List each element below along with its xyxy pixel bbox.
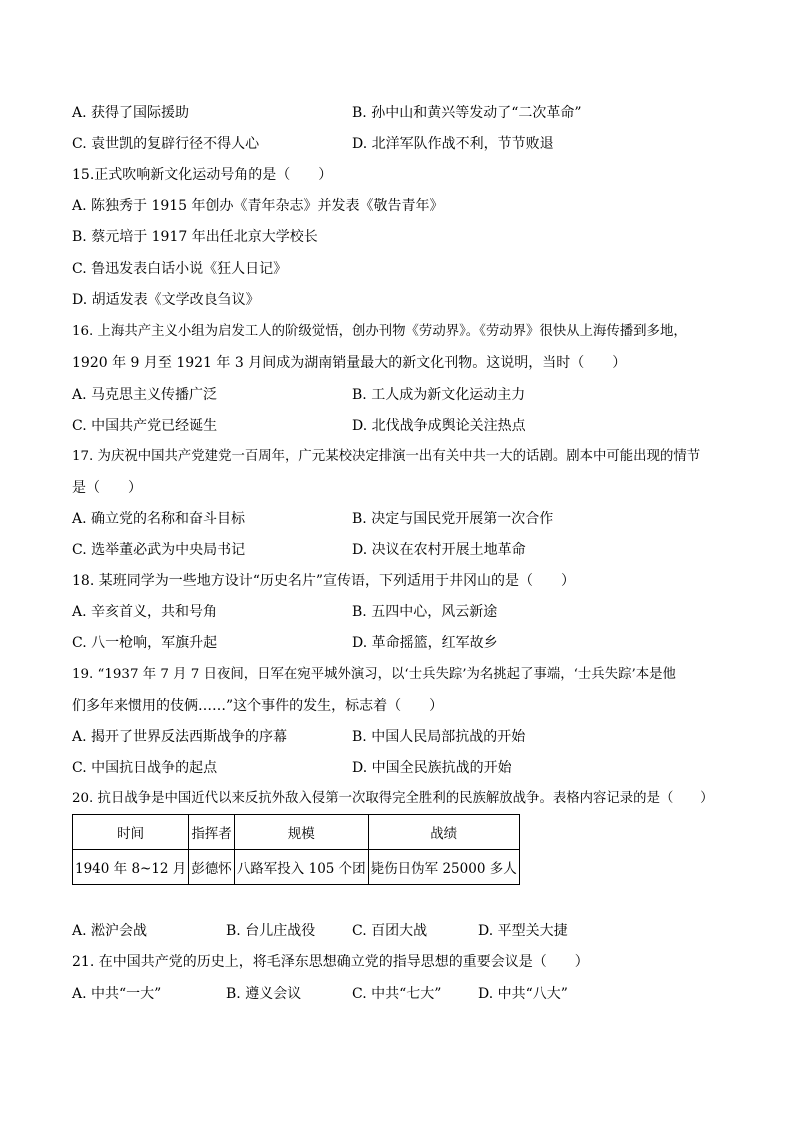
q18-option-b: B. 五四中心，风云新途 (352, 604, 498, 620)
q16-option-c: C. 中国共产党已经诞生 (72, 418, 218, 434)
table-cell: 彭德怀 (189, 850, 235, 885)
table-header-cell: 指挥者 (189, 815, 235, 850)
q18-option-a: A. 辛亥首义，共和号角 (72, 604, 218, 620)
q18-option-d: D. 革命摇篮，红军故乡 (352, 635, 498, 651)
table-cell: 1940 年 8~12 月 (73, 850, 189, 885)
q15-option-a: A. 陈独秀于 1915 年创办《青年杂志》并发表《敬告青年》 (72, 198, 444, 214)
q19-option-a: A. 揭开了世界反法西斯战争的序幕 (72, 729, 288, 745)
q20-option-c: C. 百团大战 (352, 923, 428, 939)
q15-option-d: D. 胡适发表《文学改良刍议》 (72, 292, 260, 308)
q14-option-d: D. 北洋军队作战不利，节节败退 (352, 136, 554, 152)
q17-option-c: C. 选举董必武为中央局书记 (72, 542, 246, 558)
q19-stem-line2: 们多年来惯用的伎俩……”这个事件的发生，标志着（ ） (72, 698, 444, 714)
q21-option-d: D. 中共“八大” (478, 986, 568, 1002)
q18-stem: 18. 某班同学为一些地方设计“历史名片”宣传语，下列适用于井冈山的是（ ） (72, 573, 576, 589)
q18-option-c: C. 八一枪响，军旗升起 (72, 635, 218, 651)
q14-option-c: C. 袁世凯的复辟行径不得人心 (72, 136, 260, 152)
q20-stem: 20. 抗日战争是中国近代以来反抗外敌入侵第一次取得完全胜利的民族解放战争。表格内容记录的是（ ） (72, 791, 714, 806)
q21-option-a: A. 中共“一大” (72, 986, 162, 1002)
table-cell: 毙伤日伪军 25000 多人 (368, 850, 519, 885)
q17-option-b: B. 决定与国民党开展第一次合作 (352, 511, 554, 527)
q16-option-a: A. 马克思主义传播广泛 (72, 387, 218, 403)
q20-option-b: B. 台儿庄战役 (226, 923, 316, 939)
q17-option-a: A. 确立党的名称和奋斗目标 (72, 511, 246, 527)
q16-stem-line2: 1920 年 9 月至 1921 年 3 月间成为湖南销量最大的新文化刊物。这说明，当时（ ） (72, 355, 627, 371)
q19-stem-line1: 19. “1937 年 7 月 7 日夜间，日军在宛平城外演习，以‘士兵失踪’为名挑起了事端，‘士兵失踪’本是他 (72, 667, 676, 682)
q14-option-a: A. 获得了国际援助 (72, 105, 190, 121)
table-cell: 八路军投入 105 个团 (234, 850, 368, 885)
table-header-cell: 战绩 (368, 815, 519, 850)
q17-option-d: D. 决议在农村开展土地革命 (352, 542, 526, 558)
q19-option-c: C. 中国抗日战争的起点 (72, 760, 218, 776)
q21-stem: 21. 在中国共产党的历史上，将毛泽东思想确立党的指导思想的重要会议是（ ） (72, 954, 589, 970)
q16-option-d: D. 北伐战争成舆论关注热点 (352, 418, 526, 434)
q16-stem-line1: 16. 上海共产主义小组为启发工人的阶级觉悟，创办刊物《劳动界》。《劳动界》很快从上海传播到多地， (72, 324, 687, 339)
q17-stem-line2: 是（ ） (72, 480, 142, 496)
q21-option-c: C. 中共“七大” (352, 986, 442, 1002)
q19-option-b: B. 中国人民局部抗战的开始 (352, 729, 526, 745)
q19-option-d: D. 中国全民族抗战的开始 (352, 760, 512, 776)
table-header-cell: 时间 (73, 815, 189, 850)
q15-option-b: B. 蔡元培于 1917 年出任北京大学校长 (72, 229, 318, 245)
q21-option-b: B. 遵义会议 (226, 986, 302, 1002)
table-row (73, 850, 520, 885)
q17-stem-line1: 17. 为庆祝中国共产党建党一百周年，广元某校决定排演一出有关中共一大的话剧。剧本中可能出现的情节 (72, 449, 701, 464)
q14-option-b: B. 孙中山和黄兴等发动了“二次革命” (352, 105, 582, 121)
table-header-cell: 规模 (234, 815, 368, 850)
q20-option-d: D. 平型关大捷 (478, 923, 568, 939)
q15-option-c: C. 鲁迅发表白话小说《狂人日记》 (72, 261, 288, 277)
q20-table (72, 814, 520, 885)
q16-option-b: B. 工人成为新文化运动主力 (352, 387, 526, 403)
table-header-row (73, 815, 520, 850)
q15-stem: 15.正式吹响新文化运动号角的是（ ） (72, 167, 333, 183)
q20-option-a: A. 淞沪会战 (72, 923, 148, 939)
